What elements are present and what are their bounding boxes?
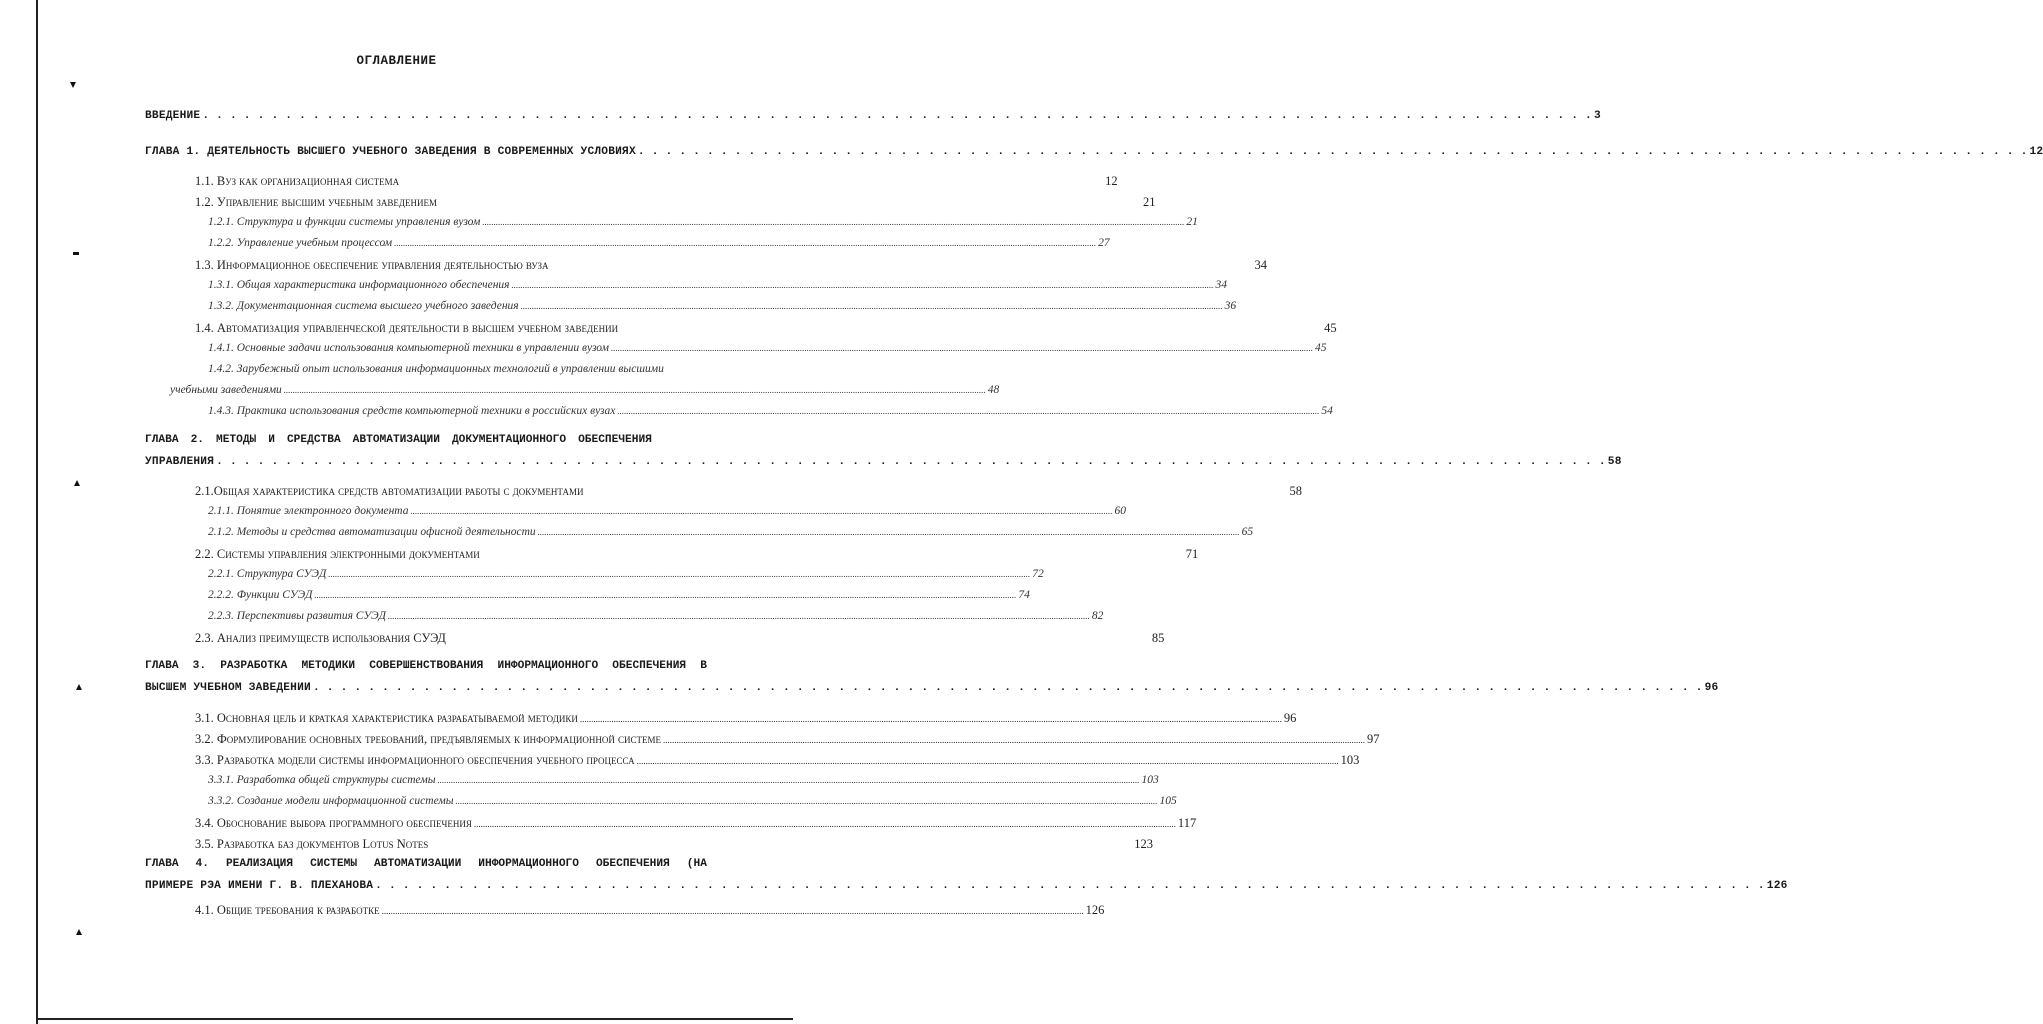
toc-section-3-2[interactable] — [195, 732, 1380, 747]
toc-section-1-4[interactable] — [195, 321, 1337, 336]
toc-section-3-5[interactable] — [195, 837, 1154, 852]
toc-entry-page: 65 — [1241, 526, 1254, 538]
toc-subsection-1-2-2[interactable] — [208, 237, 1110, 249]
scan-mark — [73, 252, 79, 255]
toc-entry-page: 45 — [1314, 342, 1327, 354]
toc-word: ДОКУМЕНТАЦИОННОГО — [451, 434, 567, 446]
scan-mark — [70, 82, 76, 88]
toc-chapter-1[interactable] — [145, 146, 2043, 158]
toc-section-4-1[interactable] — [195, 903, 1105, 918]
toc-word: В — [700, 660, 707, 672]
toc-entry-title: 1.4. Автоматизация управленческой деятельности в высшем учебном заведении — [195, 321, 619, 335]
toc-entry-page: 12 — [2029, 146, 2043, 158]
toc-entry-title: 3.1. Основная цель и краткая характеристика разрабатываемой методики — [195, 711, 578, 725]
toc-entry-page: 12 — [1105, 174, 1118, 188]
toc-entry-title: 3.3.1. Разработка общей структуры системы — [208, 774, 436, 786]
toc-entry-title: 1.3. Информационное обеспечение управления деятельностью вуза — [195, 258, 549, 272]
toc-entry-title: 3.4. Обоснование выбора программного обеспечения — [195, 816, 472, 830]
toc-entry-page: 85 — [1151, 631, 1165, 645]
toc-entry-title: 3.2. Формулирование основных требований, предъявляемых к информационной системе — [195, 732, 661, 746]
toc-subsection-1-4-2[interactable]: 1.4.2. Зарубежный опыт использования информационных технологий в управлении высшими — [208, 363, 664, 375]
toc-word: РАЗРАБОТКА — [220, 660, 288, 672]
toc-entry-title: 3.3.2. Создание модели информационной системы — [208, 795, 454, 807]
toc-entry-page: 96 — [1283, 711, 1297, 725]
toc-entry-title: 2.1.Общая характеристика средств автоматизации работы с документами — [195, 484, 584, 498]
toc-section-2-1[interactable] — [195, 484, 1302, 499]
toc-entry-title: 2.3. Анализ преимуществ использования СУЭД — [195, 631, 446, 645]
toc-entry-title: 1.3.2. Документационная система высшего учебного заведения — [208, 300, 519, 312]
scan-mark — [74, 480, 80, 486]
toc-chapter-3[interactable] — [145, 660, 707, 672]
toc-word: ИНФОРМАЦИОННОГО — [497, 660, 599, 672]
toc-entry-title: 1.4.1. Основные задачи использования компьютерной техники в управлении вузом — [208, 342, 609, 354]
toc-entry-page: 27 — [1098, 237, 1110, 249]
toc-entry-title: 3.3. Разработка модели системы информационного обеспечения учебного процесса — [195, 753, 635, 767]
toc-entry-title: 2.1.1. Понятие электронного документа — [208, 505, 409, 517]
toc-word: 2. — [190, 434, 204, 446]
toc-entry-page: 34 — [1254, 258, 1267, 272]
toc-section-3-4[interactable] — [195, 816, 1197, 831]
toc-entry-page: 71 — [1185, 547, 1199, 561]
toc-entry-page: 103 — [1141, 774, 1159, 786]
toc-entry-page: 45 — [1324, 321, 1337, 335]
toc-entry-title: 1.2. Управление высшим учебным заведением — [195, 195, 438, 209]
toc-entry-title: 2.2. Системы управления электронными документами — [195, 547, 480, 561]
toc-entry-title: 1.2.1. Структура и функции системы управления вузом — [208, 216, 481, 228]
toc-entry-title: ВВЕДЕНИЕ — [145, 110, 201, 122]
scan-edge-bottom — [36, 1018, 793, 1020]
toc-word: ГЛАВА — [145, 858, 179, 870]
toc-entry-page: 82 — [1091, 610, 1104, 622]
toc-subsection-3-3-1[interactable] — [208, 774, 1159, 786]
toc-chapter-2-cont[interactable] — [145, 456, 1622, 468]
toc-entry-title: 4.1. Общие требования к разработке — [195, 903, 380, 917]
toc-subsection-1-4-2-cont[interactable] — [170, 384, 1000, 396]
toc-subsection-1-3-2[interactable] — [208, 300, 1237, 312]
toc-word: МЕТОДИКИ — [301, 660, 356, 672]
toc-chapter-4[interactable] — [145, 858, 707, 870]
toc-word: 4. — [195, 858, 209, 870]
toc-section-2-2[interactable] — [195, 547, 1199, 562]
toc-entry-title: УПРАВЛЕНИЯ — [145, 456, 215, 468]
toc-entry-title: 1.2.2. Управление учебным процессом — [208, 237, 393, 249]
toc-section-1-1[interactable] — [195, 174, 1118, 189]
toc-word: СИСТЕМЫ — [310, 858, 358, 870]
toc-entry-page: 126 — [1085, 903, 1105, 917]
toc-entry-page: 96 — [1704, 682, 1719, 694]
toc-entry-title: 2.2.3. Перспективы развития СУЭД — [208, 610, 386, 622]
toc-entry-page: 48 — [987, 384, 1000, 396]
toc-word: И — [268, 434, 275, 446]
toc-entry-page: 126 — [1766, 880, 1788, 892]
toc-entry-page: 72 — [1032, 568, 1044, 580]
toc-entry-page: 3 — [1593, 110, 1601, 122]
scan-edge-left — [36, 0, 38, 1024]
toc-entry-title: 3.5. Разработка баз документов Lotus Notes — [195, 837, 429, 851]
toc-word: СОВЕРШЕНСТВОВАНИЯ — [369, 660, 484, 672]
toc-entry-title: 1.3.1. Общая характеристика информационного обеспечения — [208, 279, 510, 291]
toc-entry-title: ВЫСШЕМ УЧЕБНОМ ЗАВЕДЕНИИ — [145, 682, 311, 694]
toc-entry-page: 58 — [1607, 456, 1622, 468]
toc-word: ОБЕСПЕЧЕНИЯ — [578, 434, 652, 446]
toc-subsection-2-1-2[interactable] — [208, 526, 1254, 538]
toc-entry-title: 2.2.1. Структура СУЭД — [208, 568, 327, 580]
toc-chapter-4-cont[interactable] — [145, 880, 1788, 892]
toc-entry-page: 34 — [1215, 279, 1228, 291]
scan-mark — [76, 684, 82, 690]
toc-entry-page: 123 — [1134, 837, 1154, 851]
toc-entry-page: 60 — [1114, 505, 1126, 517]
toc-section-1-2[interactable] — [195, 195, 1156, 210]
toc-subsection-2-2-2[interactable] — [208, 589, 1030, 601]
toc-entry-title: 2.2.2. Функции СУЭД — [208, 589, 313, 601]
toc-word: РЕАЛИЗАЦИЯ — [225, 858, 294, 870]
toc-entry-page: 54 — [1321, 405, 1333, 417]
page-title: ОГЛАВЛЕНИЕ — [356, 54, 437, 68]
toc-subsection-3-3-2[interactable] — [208, 795, 1177, 807]
toc-entry-page: 97 — [1366, 732, 1380, 746]
toc-section-3-3[interactable] — [195, 753, 1360, 768]
toc-entry-page: 117 — [1177, 816, 1197, 830]
toc-section-2-3[interactable] — [195, 631, 1165, 646]
toc-entry-title: ПРИМЕРЕ РЭА ИМЕНИ Г. В. ПЛЕХАНОВА — [145, 880, 374, 892]
toc-word: 3. — [192, 660, 207, 672]
toc-word: ОБЕСПЕЧЕНИЯ — [612, 660, 687, 672]
toc-word: АВТОМАТИЗАЦИИ — [374, 858, 462, 870]
toc-chapter-3-cont[interactable] — [145, 682, 1719, 694]
toc-subsection-1-3-1[interactable] — [208, 279, 1228, 291]
toc-word: ГЛАВА — [145, 660, 179, 672]
toc-entry-title: ГЛАВА 1. ДЕЯТЕЛЬНОСТЬ ВЫСШЕГО УЧЕБНОГО ЗАВЕДЕНИЯ В СОВРЕМЕННЫХ УСЛОВИЯХ — [145, 146, 636, 158]
toc-section-1-3[interactable] — [195, 258, 1267, 273]
toc-entry-title: 1.1. Вуз как организационная система — [195, 174, 400, 188]
toc-subsection-2-2-3[interactable] — [208, 610, 1104, 622]
toc-word: ГЛАВА — [145, 434, 179, 446]
toc-entry-title: учебными заведениями — [170, 384, 282, 396]
toc-entry-page: 58 — [1289, 484, 1302, 498]
toc-subsection-1-2-1[interactable] — [208, 216, 1198, 228]
toc-entry-page: 21 — [1143, 195, 1156, 209]
toc-word: АВТОМАТИЗАЦИИ — [352, 434, 440, 446]
toc-subsection-1-4-3[interactable] — [208, 405, 1333, 417]
toc-section-3-1[interactable] — [195, 711, 1297, 726]
toc-entry-intro[interactable] — [145, 110, 1601, 122]
toc-entry-title: 1.4.3. Практика использования средств компьютерной техники в российских вузах — [208, 405, 616, 417]
toc-entry-page: 21 — [1186, 216, 1198, 228]
toc-word: ОБЕСПЕЧЕНИЯ — [595, 858, 670, 870]
toc-word: ИНФОРМАЦИОННОГО — [478, 858, 579, 870]
toc-entry-page: 105 — [1159, 795, 1177, 807]
toc-word: МЕТОДЫ — [215, 434, 257, 446]
toc-chapter-2[interactable] — [145, 434, 652, 446]
toc-entry-page: 103 — [1340, 753, 1360, 767]
toc-subsection-1-4-1[interactable] — [208, 342, 1327, 354]
toc-word: СРЕДСТВА — [286, 434, 341, 446]
toc-subsection-2-1-1[interactable] — [208, 505, 1126, 517]
toc-subsection-2-2-1[interactable] — [208, 568, 1044, 580]
toc-word: (НА — [686, 858, 707, 870]
scan-mark — [76, 929, 82, 935]
toc-entry-title: 2.1.2. Методы и средства автоматизации офисной деятельности — [208, 526, 536, 538]
toc-entry-page: 74 — [1018, 589, 1030, 601]
toc-entry-page: 36 — [1224, 300, 1237, 312]
